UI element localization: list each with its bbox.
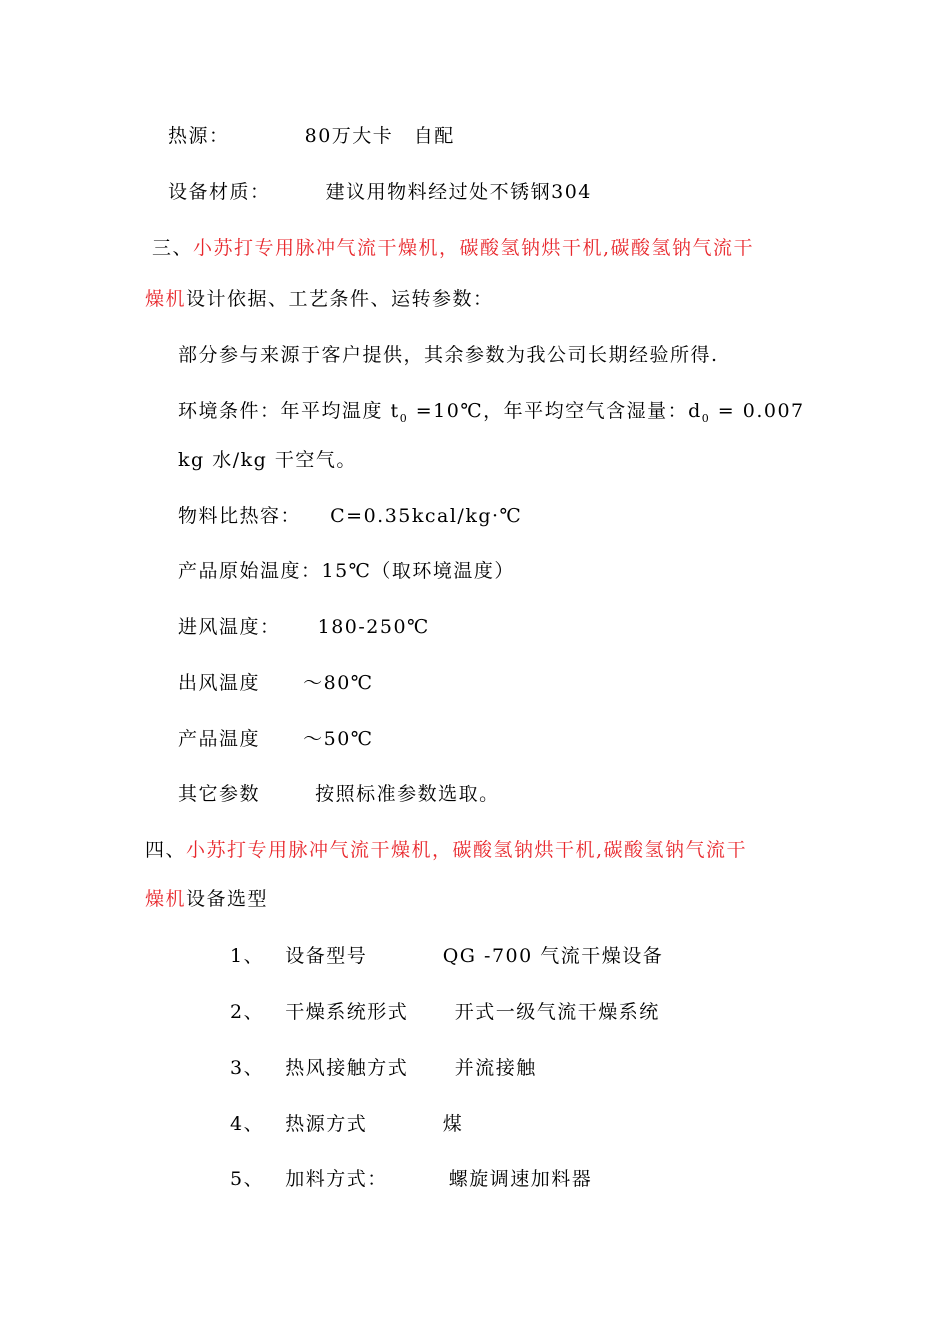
item-value: 煤	[442, 1113, 464, 1135]
environment-sub-2: 0	[701, 412, 711, 425]
item-value: 开式一级气流干燥系统	[454, 1001, 660, 1023]
environment-text-b: =10℃，年平均空气含湿量：d	[408, 400, 702, 422]
other-params-value: 按照标准参数选取。	[315, 783, 500, 805]
section-3-product-name: 小苏打专用脉冲气流干燥机，碳酸氢钠烘干机,碳酸氢钠气流干	[193, 237, 755, 259]
list-item	[230, 998, 660, 1026]
material-label: 设备材质：	[168, 181, 271, 203]
inlet-temp-line	[178, 613, 430, 641]
section-4-title-tail: 设备选型	[186, 888, 269, 910]
source-note: 部分参与来源于客户提供，其余参数为我公司长期经验所得.	[178, 344, 719, 366]
list-item	[230, 942, 663, 970]
item-label: 干燥系统形式	[285, 1001, 409, 1023]
item-label: 加料方式：	[285, 1168, 388, 1190]
product-temp-value: ～50℃	[303, 728, 374, 750]
heat-source-label: 热源：	[168, 125, 230, 147]
item-value: QG -700 气流干燥设备	[442, 945, 664, 967]
heat-capacity-value: C=0.35kcal/kg·℃	[330, 505, 523, 527]
inlet-temp-value: 180-250℃	[317, 616, 430, 638]
heat-source-value: 80万大卡 自配	[304, 125, 455, 147]
product-temp-line	[178, 725, 374, 753]
section-3-heading-cont	[145, 285, 494, 313]
item-number: 3、	[230, 1057, 265, 1079]
section-3-number: 三、	[152, 237, 194, 259]
section-4-heading-cont	[145, 885, 268, 913]
product-temp-label: 产品温度	[178, 728, 261, 750]
list-item	[230, 1165, 592, 1193]
material-value: 建议用物料经过处不锈钢304	[325, 181, 592, 203]
item-value: 并流接触	[454, 1057, 537, 1079]
section-3-title-tail: 设计依据、工艺条件、运转参数：	[186, 288, 494, 310]
item-label: 热源方式	[285, 1113, 368, 1135]
heat-source-line	[168, 122, 455, 150]
environment-text-a: 环境条件：年平均温度 t	[178, 400, 400, 422]
other-params-label: 其它参数	[178, 783, 261, 805]
section-4-number: 四、	[145, 839, 187, 861]
environment-text-c: = 0.007	[710, 400, 805, 422]
section-4-product-name: 小苏打专用脉冲气流干燥机，碳酸氢钠烘干机,碳酸氢钠气流干	[186, 839, 748, 861]
environment-line	[178, 397, 805, 425]
material-line	[168, 178, 592, 206]
other-params-line	[178, 780, 500, 808]
section-4-heading	[145, 836, 747, 864]
outlet-temp-value: ～80℃	[303, 672, 374, 694]
environment-line-cont: kg 水/kg 干空气。	[178, 449, 357, 471]
heat-capacity-line	[178, 502, 522, 530]
environment-sub-1: 0	[399, 412, 409, 425]
outlet-temp-label: 出风温度	[178, 672, 261, 694]
item-number: 2、	[230, 1001, 265, 1023]
product-initial-temp: 产品原始温度：15℃（取环境温度）	[178, 560, 515, 582]
item-value: 螺旋调速加料器	[448, 1168, 593, 1190]
heat-capacity-label: 物料比热容：	[178, 505, 302, 527]
inlet-temp-label: 进风温度：	[178, 616, 281, 638]
section-3-heading	[152, 234, 754, 262]
item-label: 热风接触方式	[285, 1057, 409, 1079]
item-label: 设备型号	[285, 945, 368, 967]
item-number: 5、	[230, 1168, 265, 1190]
list-item	[230, 1110, 463, 1138]
section-3-product-name-cont: 燥机	[145, 288, 187, 310]
item-number: 1、	[230, 945, 265, 967]
item-number: 4、	[230, 1113, 265, 1135]
section-4-product-name-cont: 燥机	[145, 888, 187, 910]
outlet-temp-line	[178, 669, 374, 697]
list-item	[230, 1054, 537, 1082]
